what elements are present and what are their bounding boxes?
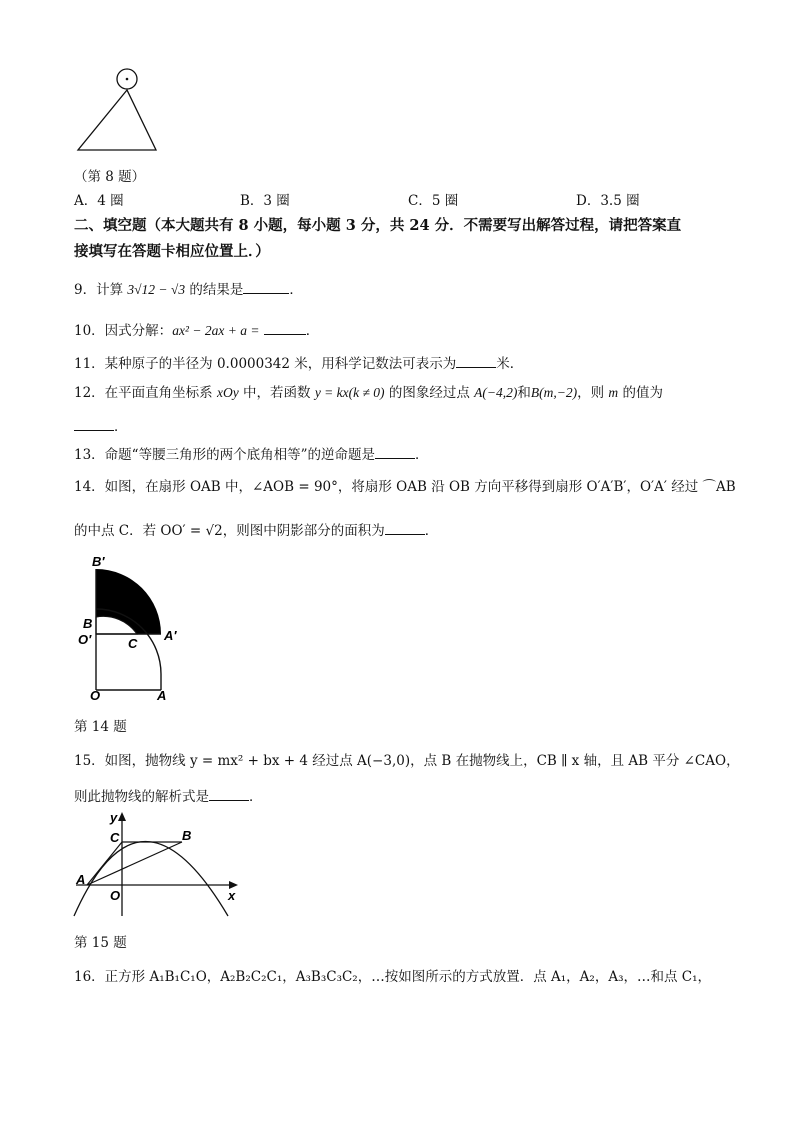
q12-p1: 12．在平面直角坐标系 [74,385,213,401]
q14-sector-figure [74,552,194,702]
q9-expression: 3√12 − √3 [127,282,186,297]
q12-answer-blank [74,416,114,431]
q10-end: ． [305,323,320,339]
q12-point-a: A(−4,2) [474,385,518,400]
label-c: C [110,830,120,845]
parabola-curve [74,842,228,917]
question-14-line2 [74,520,438,540]
q10-expression: ax² − 2ax + a = [172,323,260,338]
q12-p2: 中，若函数 [243,385,311,401]
label-o: O [110,888,121,903]
label-a: A [76,872,86,887]
q12-p4: 和 [517,385,531,401]
q12-end: ． [114,419,128,435]
q8-triangle-figure [70,66,170,154]
label-b-prime: B′ [92,554,105,569]
triangle-shape [78,90,156,150]
q9-prefix: 9．计算 [74,282,124,298]
q9-answer-blank [243,279,289,294]
q15-end: ． [249,789,263,805]
section-heading-line1: 二、填空题（本大题共有 8 小题，每小题 3 分，共 24 分．不需要写出解答过程，请把答案直 [74,217,682,234]
segment-ac [87,842,122,885]
q12-m: m [608,385,619,400]
question-10 [74,320,319,340]
q14-answer-blank [385,520,425,535]
q14-end: ． [424,523,439,539]
question-14-line1: 14．如图，在扇形 OAB 中，∠AOB = 90°，将扇形 OAB 沿 OB 方向平移得到扇形 O′A′B′，O′A′ 经过 ⌒AB [74,479,736,495]
q11-answer-blank [456,353,496,368]
q9-end: ． [289,282,303,298]
q14-line2-prefix: 的中点 C．若 OO′ = √2，则图中阴影部分的面积为 [74,523,385,539]
label-b: B [182,828,192,843]
label-y: y [110,810,118,825]
q15-parabola-figure [72,808,244,920]
question-16-line1: 16．正方形 A₁B₁C₁O，A₂B₂C₂C₁，A₃B₃C₃C₂，…按如图所示的方式放置．点 A₁，A₂，A₃，…和点 C₁， [74,969,712,985]
question-9 [74,279,303,299]
q12-p3: 的图象经过点 [388,385,470,401]
q11-end: 米． [496,356,524,372]
question-15-line2 [74,786,263,806]
q12-xoy: xOy [216,385,239,400]
q8-option-d: D．3.5 圈 [576,193,640,209]
fig15-caption: 第 15 题 [74,935,127,951]
q12-point-b: B(m,−2) [530,385,578,400]
q10-answer-blank [264,320,306,335]
q13-answer-blank [375,444,415,459]
question-13 [74,444,428,464]
label-o: O [90,688,101,702]
q15-line2-prefix: 则此抛物线的解析式是 [74,789,209,805]
label-c: C [128,636,138,651]
q9-suffix: 的结果是 [189,282,244,298]
q12-p6: 的值为 [622,385,663,401]
label-a-prime: A′ [164,628,177,643]
y-axis-arrow [118,812,126,821]
q15-answer-blank [209,786,249,801]
question-11 [74,353,523,373]
q8-option-a: A．4 圈 [74,193,124,209]
coin-center-dot [126,78,129,81]
q8-option-b: B．3 圈 [240,193,290,209]
question-15-line1: 15．如图，抛物线 y = mx² + bx + 4 经过点 A(−3,0)，点 B 在抛物线上，CB ∥ x 轴，且 AB 平分 ∠CAO， [74,753,740,769]
question-12 [74,384,663,402]
q8-option-c: C．5 圈 [408,193,459,209]
question-12-line2 [74,416,128,436]
section-heading-line2: 接填写在答题卡相应位置上．） [74,243,270,260]
q13-end: ． [414,447,429,463]
label-x: x [228,888,236,903]
q12-function: y = kx(k ≠ 0) [314,385,385,400]
q11-text: 11．某种原子的半径为 0.0000342 米，用科学记数法可表示为 [74,356,457,372]
q13-text: 13．命题“等腰三角形的两个底角相等”的逆命题是 [74,447,375,463]
fig14-caption: 第 14 题 [74,719,127,735]
label-o-prime: O′ [78,632,92,647]
fig8-caption: （第 8 题） [74,169,146,185]
label-a: A [157,688,167,702]
label-b: B [83,616,93,631]
q10-prefix: 10．因式分解： [74,323,173,339]
segment-ab [87,842,182,885]
q12-p5: ，则 [577,385,605,401]
